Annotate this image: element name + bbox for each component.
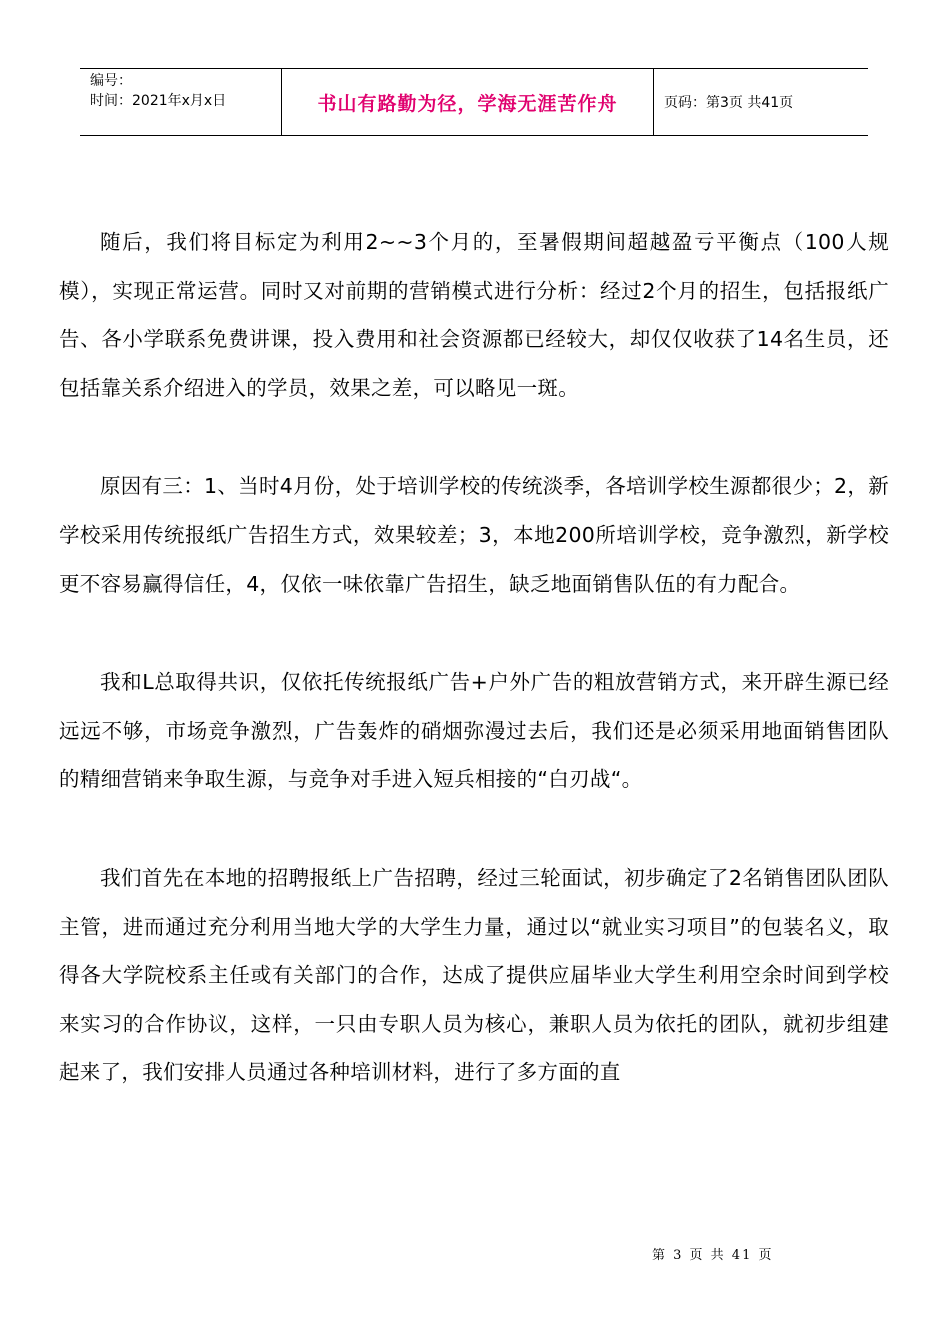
footer-page-number: 第 3 页 共 41 页 xyxy=(652,1248,774,1263)
paragraph-2: 原因有三：1、当时4月份，处于培训学校的传统淡季，各培训学校生源都很少；2，新学校采用传统报纸广告招生方式，效果较差；3，本地200所培训学校，竞争激烈，新学校更不容易赢得信任，4，仅依一味依靠广告招生，缺乏地面销售队伍的有力配合。 xyxy=(59,474,889,596)
paragraph-3: 我和L总取得共识，仅依托传统报纸广告+户外广告的粗放营销方式，来开辟生源已经远远不够，市场竞争激烈，广告轰炸的硝烟弥漫过去后，我们还是必须采用地面销售团队的精细营销来争取生源，与竞争对手进入短兵相接的“白刃战“。 xyxy=(59,670,889,792)
document-number-label: 编号： xyxy=(90,73,132,89)
paragraph-1: 随后，我们将目标定为利用2~~3个月的，至暑假期间超越盈亏平衡点（100人规模），实现正常运营。同时又对前期的营销模式进行分析：经过2个月的招生，包括报纸广告、各小学联系免费讲课，投入费用和社会资源都已经较大，却仅仅收获了14名生员，还包括靠关系介绍进入的学员，效果之差，可以略见一斑。 xyxy=(59,230,889,400)
header-motto: 书山有路勤为径，学海无涯苦作舟 xyxy=(282,69,654,135)
document-time-label: 时间：2021年x月x日 xyxy=(90,93,227,109)
page-header xyxy=(80,68,868,136)
header-meta xyxy=(80,69,282,135)
document-body xyxy=(59,218,889,1147)
paragraph-4: 我们首先在本地的招聘报纸上广告招聘，经过三轮面试，初步确定了2名销售团队团队主管，进而通过充分利用当地大学的大学生力量，通过以“就业实习项目”的包装名义，取得各大学院校系主任或有关部门的合作，达成了提供应届毕业大学生利用空余时间到学校来实习的合作协议，这样，一只由专职人员为核心，兼职人员为依托的团队，就初步组建起来了，我们安排人员通过各种培训材料，进行了多方面的直 xyxy=(59,865,889,1085)
header-page-info: 页码：第3页 共41页 xyxy=(664,95,794,111)
